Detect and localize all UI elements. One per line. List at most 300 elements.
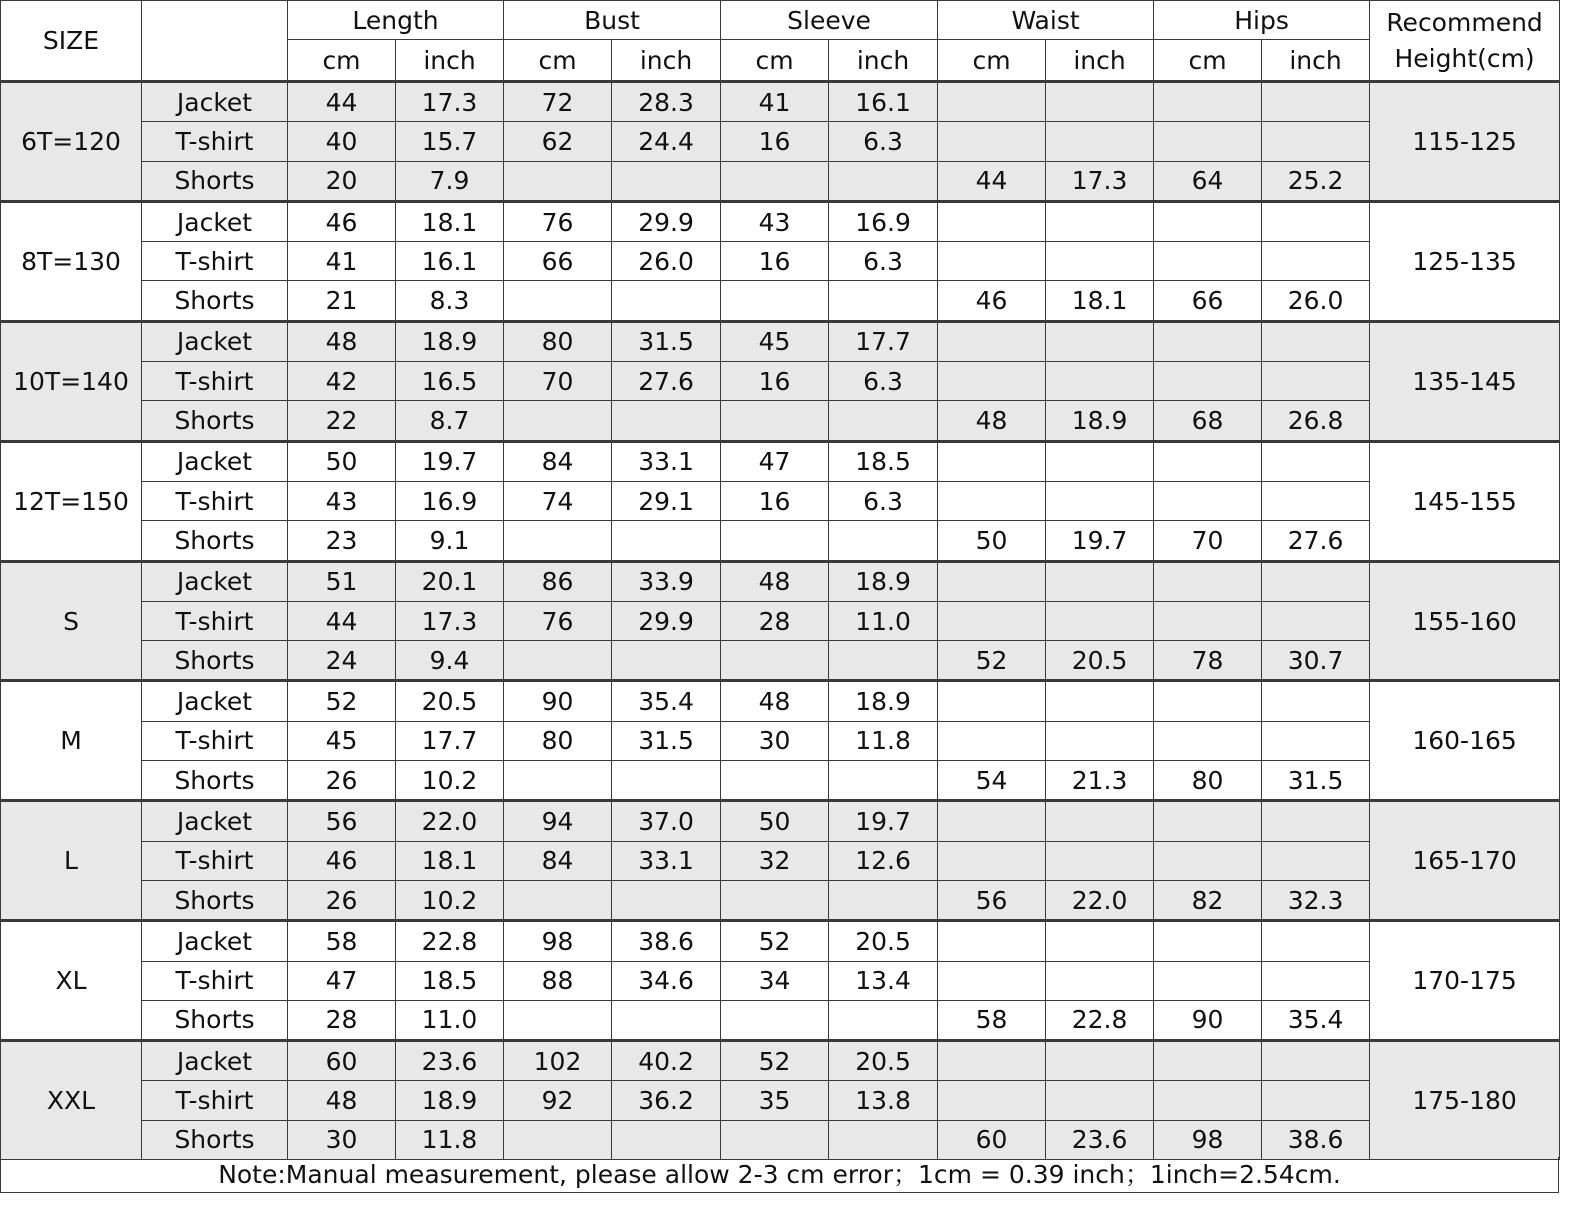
garment-label: Jacket <box>142 561 288 601</box>
table-row <box>1 761 1560 801</box>
item-header <box>142 1 288 82</box>
measurement-cell: 56 <box>938 880 1046 920</box>
measurement-cell: 32.3 <box>1262 880 1370 920</box>
measurement-cell: 11.8 <box>829 721 938 760</box>
measurement-cell: 54 <box>938 761 1046 801</box>
measurement-cell: 86 <box>504 561 612 601</box>
measurement-cell: 84 <box>504 841 612 880</box>
measurement-cell <box>938 841 1046 880</box>
size-group <box>1 801 1560 921</box>
measurement-cell <box>938 122 1046 161</box>
measurement-cell <box>1262 921 1370 961</box>
measurement-cell: 78 <box>1154 641 1262 681</box>
measurement-cell: 28.3 <box>612 82 721 122</box>
measurement-cell: 98 <box>1154 1120 1262 1159</box>
unit-header: inch <box>1262 40 1370 82</box>
measurement-cell: 17.7 <box>829 321 938 361</box>
measurement-cell <box>504 521 612 561</box>
measurement-cell: 38.6 <box>612 921 721 961</box>
measurement-cell: 20.5 <box>829 921 938 961</box>
unit-header: cm <box>938 40 1046 82</box>
unit-header: cm <box>504 40 612 82</box>
measurement-cell: 18.9 <box>829 681 938 721</box>
table-row <box>1 401 1560 441</box>
measurement-cell: 30 <box>288 1120 396 1159</box>
measurement-cell: 36.2 <box>612 1081 721 1120</box>
table-row <box>1 1000 1560 1040</box>
measurement-cell <box>1046 801 1154 841</box>
measurement-cell: 22.8 <box>396 921 504 961</box>
measurement-note: Note:Manual measurement, please allow 2-3 cm error；1cm = 0.39 inch；1inch=2.54cm. <box>0 1157 1559 1193</box>
measurement-cell: 21 <box>288 281 396 321</box>
measurement-cell: 94 <box>504 801 612 841</box>
measurement-cell <box>1046 242 1154 281</box>
garment-label: Jacket <box>142 441 288 481</box>
measurement-cell: 43 <box>288 481 396 520</box>
measurement-cell <box>938 201 1046 241</box>
measurement-cell: 74 <box>504 481 612 520</box>
measurement-cell: 16.1 <box>396 242 504 281</box>
measurement-cell <box>1046 441 1154 481</box>
measurement-cell: 44 <box>288 82 396 122</box>
measurement-cell: 32 <box>721 841 829 880</box>
measurement-cell: 52 <box>288 681 396 721</box>
measurement-cell <box>721 401 829 441</box>
measurement-cell: 18.9 <box>396 321 504 361</box>
table-row <box>1 801 1560 841</box>
measurement-cell: 70 <box>1154 521 1262 561</box>
measurement-cell <box>1262 1081 1370 1120</box>
measurement-cell: 90 <box>1154 1000 1262 1040</box>
size-group <box>1 321 1560 441</box>
size-group <box>1 921 1560 1041</box>
measurement-cell <box>938 82 1046 122</box>
table-row <box>1 641 1560 681</box>
garment-label: Jacket <box>142 321 288 361</box>
size-label: L <box>1 801 142 921</box>
measurement-cell <box>612 761 721 801</box>
measurement-cell: 6.3 <box>829 362 938 401</box>
measurement-cell <box>504 1120 612 1159</box>
measurement-cell: 46 <box>288 201 396 241</box>
garment-label: T-shirt <box>142 601 288 640</box>
measurement-cell <box>1262 601 1370 640</box>
measurement-cell: 12.6 <box>829 841 938 880</box>
measurement-cell <box>612 1000 721 1040</box>
measurement-cell <box>1154 82 1262 122</box>
table-row <box>1 122 1560 161</box>
measurement-cell: 24.4 <box>612 122 721 161</box>
measurement-cell: 19.7 <box>829 801 938 841</box>
measurement-cell <box>938 801 1046 841</box>
table-row <box>1 961 1560 1000</box>
measurement-cell: 37.0 <box>612 801 721 841</box>
measurement-cell: 50 <box>721 801 829 841</box>
measurement-cell: 9.4 <box>396 641 504 681</box>
measurement-cell <box>1262 242 1370 281</box>
table-row <box>1 601 1560 640</box>
garment-label: T-shirt <box>142 481 288 520</box>
recommend-height-cell: 165-170 <box>1370 801 1560 921</box>
measurement-cell: 51 <box>288 561 396 601</box>
measurement-cell: 50 <box>288 441 396 481</box>
measurement-cell: 48 <box>721 681 829 721</box>
measurement-cell <box>829 521 938 561</box>
measurement-cell: 15.7 <box>396 122 504 161</box>
measurement-cell: 76 <box>504 201 612 241</box>
measurement-cell: 44 <box>938 161 1046 201</box>
measurement-cell: 58 <box>288 921 396 961</box>
size-label: 8T=130 <box>1 201 142 321</box>
measurement-cell: 52 <box>938 641 1046 681</box>
size-label: XXL <box>1 1041 142 1160</box>
measurement-cell <box>1262 201 1370 241</box>
measurement-cell <box>1262 721 1370 760</box>
measurement-cell <box>612 880 721 920</box>
measurement-cell <box>829 1120 938 1159</box>
measurement-cell <box>1262 681 1370 721</box>
measurement-cell: 20.5 <box>1046 641 1154 681</box>
table-row <box>1 841 1560 880</box>
measurement-cell: 26.0 <box>1262 281 1370 321</box>
measurement-cell: 11.0 <box>829 601 938 640</box>
measurement-cell <box>1154 1041 1262 1081</box>
measurement-cell: 66 <box>1154 281 1262 321</box>
measurement-cell <box>1046 122 1154 161</box>
measurement-cell <box>1046 841 1154 880</box>
measurement-cell: 35.4 <box>1262 1000 1370 1040</box>
size-group <box>1 82 1560 202</box>
measurement-cell: 56 <box>288 801 396 841</box>
measurement-cell: 18.9 <box>829 561 938 601</box>
measurement-cell: 30.7 <box>1262 641 1370 681</box>
measurement-cell <box>1154 362 1262 401</box>
measurement-cell: 23.6 <box>1046 1120 1154 1159</box>
measurement-cell: 8.3 <box>396 281 504 321</box>
measurement-cell <box>1046 1081 1154 1120</box>
measurement-cell: 30 <box>721 721 829 760</box>
measurement-cell <box>1154 681 1262 721</box>
measurement-cell: 13.8 <box>829 1081 938 1120</box>
measurement-cell <box>1046 681 1154 721</box>
garment-label: Shorts <box>142 281 288 321</box>
recommend-height-cell: 115-125 <box>1370 82 1560 202</box>
table-row <box>1 521 1560 561</box>
measurement-cell <box>938 961 1046 1000</box>
table-row <box>1 681 1560 721</box>
measurement-cell <box>829 641 938 681</box>
measurement-cell: 24 <box>288 641 396 681</box>
measurement-cell: 60 <box>288 1041 396 1081</box>
measurement-cell: 31.5 <box>612 321 721 361</box>
measurement-cell <box>1262 961 1370 1000</box>
garment-label: Shorts <box>142 880 288 920</box>
measurement-cell <box>504 161 612 201</box>
garment-label: Shorts <box>142 641 288 681</box>
table-row <box>1 921 1560 961</box>
measurement-cell: 16 <box>721 362 829 401</box>
table-row <box>1 1120 1560 1159</box>
measurement-cell <box>1262 481 1370 520</box>
garment-label: Jacket <box>142 681 288 721</box>
measurement-cell <box>721 641 829 681</box>
measurement-cell: 8.7 <box>396 401 504 441</box>
measurement-cell <box>1154 561 1262 601</box>
measurement-cell: 17.3 <box>396 601 504 640</box>
measurement-cell: 31.5 <box>612 721 721 760</box>
measurement-cell: 11.8 <box>396 1120 504 1159</box>
table-row <box>1 481 1560 520</box>
measurement-cell <box>829 880 938 920</box>
measurement-cell <box>721 761 829 801</box>
garment-label: Shorts <box>142 761 288 801</box>
measurement-cell: 68 <box>1154 401 1262 441</box>
measurement-cell: 20.5 <box>829 1041 938 1081</box>
measurement-cell <box>1262 841 1370 880</box>
measurement-cell: 48 <box>938 401 1046 441</box>
measurement-cell <box>1154 601 1262 640</box>
measurement-cell: 16.9 <box>829 201 938 241</box>
measurement-cell: 38.6 <box>1262 1120 1370 1159</box>
measurement-cell: 27.6 <box>1262 521 1370 561</box>
measurement-cell: 13.4 <box>829 961 938 1000</box>
measurement-cell <box>721 880 829 920</box>
measurement-cell: 48 <box>288 321 396 361</box>
measurement-cell: 52 <box>721 921 829 961</box>
measurement-cell: 29.9 <box>612 201 721 241</box>
measurement-cell: 10.2 <box>396 761 504 801</box>
measurement-cell: 18.9 <box>396 1081 504 1120</box>
garment-label: Shorts <box>142 521 288 561</box>
measurement-cell <box>1262 561 1370 601</box>
measurement-cell: 80 <box>504 321 612 361</box>
measurement-cell: 10.2 <box>396 880 504 920</box>
measurement-cell <box>612 281 721 321</box>
measurement-cell: 20.5 <box>396 681 504 721</box>
measurement-cell <box>1046 921 1154 961</box>
garment-label: T-shirt <box>142 362 288 401</box>
measurement-cell: 16 <box>721 242 829 281</box>
table-row <box>1 161 1560 201</box>
table-row <box>1 721 1560 760</box>
measurement-cell: 16.9 <box>396 481 504 520</box>
measurement-cell: 20 <box>288 161 396 201</box>
table-row <box>1 880 1560 920</box>
sleeve-header: Sleeve <box>721 1 938 40</box>
measurement-cell: 50 <box>938 521 1046 561</box>
measurement-cell: 18.1 <box>396 201 504 241</box>
measurement-cell <box>1154 801 1262 841</box>
bust-header: Bust <box>504 1 721 40</box>
size-label: XL <box>1 921 142 1041</box>
measurement-cell <box>1262 1041 1370 1081</box>
measurement-cell <box>1262 362 1370 401</box>
recommend-height-cell: 125-135 <box>1370 201 1560 321</box>
table-row <box>1 242 1560 281</box>
measurement-cell <box>1046 601 1154 640</box>
measurement-cell <box>1262 441 1370 481</box>
measurement-cell: 40.2 <box>612 1041 721 1081</box>
measurement-cell <box>938 481 1046 520</box>
measurement-cell <box>612 641 721 681</box>
size-group <box>1 1041 1560 1160</box>
recommend-height-cell: 145-155 <box>1370 441 1560 561</box>
measurement-cell: 23.6 <box>396 1041 504 1081</box>
measurement-cell <box>504 641 612 681</box>
unit-header: cm <box>721 40 829 82</box>
garment-label: T-shirt <box>142 961 288 1000</box>
measurement-cell <box>504 281 612 321</box>
measurement-cell <box>938 561 1046 601</box>
recommend-height-cell: 170-175 <box>1370 921 1560 1041</box>
measurement-cell: 62 <box>504 122 612 161</box>
table-header <box>1 1 1560 82</box>
measurement-cell <box>1046 721 1154 760</box>
measurement-cell: 80 <box>1154 761 1262 801</box>
measurement-cell: 16 <box>721 122 829 161</box>
measurement-cell: 26 <box>288 880 396 920</box>
measurement-cell: 60 <box>938 1120 1046 1159</box>
measurement-cell: 45 <box>721 321 829 361</box>
measurement-cell: 27.6 <box>612 362 721 401</box>
measurement-cell <box>721 1000 829 1040</box>
measurement-cell: 22 <box>288 401 396 441</box>
measurement-cell: 70 <box>504 362 612 401</box>
measurement-cell: 44 <box>288 601 396 640</box>
table-row <box>1 201 1560 241</box>
garment-label: Jacket <box>142 921 288 961</box>
measurement-cell <box>938 321 1046 361</box>
unit-header: cm <box>1154 40 1262 82</box>
measurement-cell <box>829 761 938 801</box>
unit-header: inch <box>829 40 938 82</box>
measurement-cell: 40 <box>288 122 396 161</box>
measurement-cell <box>1154 841 1262 880</box>
measurement-cell <box>1046 1041 1154 1081</box>
measurement-cell <box>938 242 1046 281</box>
recommend-height-header: Recommend Height(cm) <box>1370 1 1560 82</box>
measurement-cell: 58 <box>938 1000 1046 1040</box>
size-group <box>1 201 1560 321</box>
unit-header: inch <box>396 40 504 82</box>
measurement-cell <box>1262 801 1370 841</box>
garment-label: Shorts <box>142 1000 288 1040</box>
unit-header: inch <box>612 40 721 82</box>
measurement-cell <box>1154 961 1262 1000</box>
length-header: Length <box>288 1 504 40</box>
measurement-cell: 16.1 <box>829 82 938 122</box>
garment-label: Jacket <box>142 82 288 122</box>
unit-header: inch <box>1046 40 1154 82</box>
size-label: 12T=150 <box>1 441 142 561</box>
measurement-cell: 28 <box>288 1000 396 1040</box>
measurement-cell <box>1154 721 1262 760</box>
measurement-cell: 26.8 <box>1262 401 1370 441</box>
size-label: 6T=120 <box>1 82 142 202</box>
table-row <box>1 362 1560 401</box>
measurement-cell <box>829 1000 938 1040</box>
measurement-cell <box>938 362 1046 401</box>
measurement-cell <box>1154 201 1262 241</box>
garment-label: T-shirt <box>142 1081 288 1120</box>
measurement-cell: 35.4 <box>612 681 721 721</box>
unit-header: cm <box>288 40 396 82</box>
garment-label: Shorts <box>142 161 288 201</box>
recommend-height-cell: 175-180 <box>1370 1041 1560 1160</box>
measurement-cell <box>721 281 829 321</box>
hips-header: Hips <box>1154 1 1370 40</box>
waist-header: Waist <box>938 1 1154 40</box>
measurement-cell <box>938 441 1046 481</box>
measurement-cell: 21.3 <box>1046 761 1154 801</box>
size-label: 10T=140 <box>1 321 142 441</box>
measurement-cell <box>612 401 721 441</box>
measurement-cell <box>1046 82 1154 122</box>
measurement-cell: 7.9 <box>396 161 504 201</box>
table-row <box>1 82 1560 122</box>
measurement-cell <box>1046 321 1154 361</box>
measurement-cell: 17.3 <box>1046 161 1154 201</box>
measurement-cell <box>1046 961 1154 1000</box>
measurement-cell <box>1154 921 1262 961</box>
measurement-cell: 47 <box>721 441 829 481</box>
table-row <box>1 561 1560 601</box>
measurement-cell: 22.0 <box>1046 880 1154 920</box>
measurement-cell: 102 <box>504 1041 612 1081</box>
measurement-cell <box>504 401 612 441</box>
measurement-cell: 46 <box>938 281 1046 321</box>
measurement-cell <box>829 161 938 201</box>
measurement-cell <box>829 401 938 441</box>
measurement-cell: 34 <box>721 961 829 1000</box>
garment-label: Jacket <box>142 1041 288 1081</box>
measurement-cell: 52 <box>721 1041 829 1081</box>
measurement-cell <box>938 921 1046 961</box>
measurement-cell: 33.1 <box>612 841 721 880</box>
measurement-cell <box>938 721 1046 760</box>
measurement-cell <box>721 1120 829 1159</box>
measurement-cell: 48 <box>721 561 829 601</box>
measurement-cell <box>504 1000 612 1040</box>
measurement-cell: 47 <box>288 961 396 1000</box>
measurement-cell <box>1262 321 1370 361</box>
measurement-cell: 98 <box>504 921 612 961</box>
table-row <box>1 1041 1560 1081</box>
garment-label: Shorts <box>142 401 288 441</box>
measurement-cell: 17.3 <box>396 82 504 122</box>
measurement-cell <box>1262 82 1370 122</box>
measurement-cell: 26 <box>288 761 396 801</box>
measurement-cell: 18.5 <box>829 441 938 481</box>
table-row <box>1 441 1560 481</box>
measurement-cell: 6.3 <box>829 481 938 520</box>
measurement-cell <box>1154 1081 1262 1120</box>
garment-label: Jacket <box>142 801 288 841</box>
measurement-cell: 26.0 <box>612 242 721 281</box>
measurement-cell <box>612 161 721 201</box>
garment-label: T-shirt <box>142 721 288 760</box>
measurement-cell <box>612 521 721 561</box>
measurement-cell <box>1154 481 1262 520</box>
measurement-cell <box>1154 321 1262 361</box>
measurement-cell: 31.5 <box>1262 761 1370 801</box>
garment-label: Jacket <box>142 201 288 241</box>
recommend-height-cell: 155-160 <box>1370 561 1560 681</box>
measurement-cell: 80 <box>504 721 612 760</box>
measurement-cell: 28 <box>721 601 829 640</box>
measurement-cell <box>938 1081 1046 1120</box>
recommend-height-cell: 160-165 <box>1370 681 1560 801</box>
